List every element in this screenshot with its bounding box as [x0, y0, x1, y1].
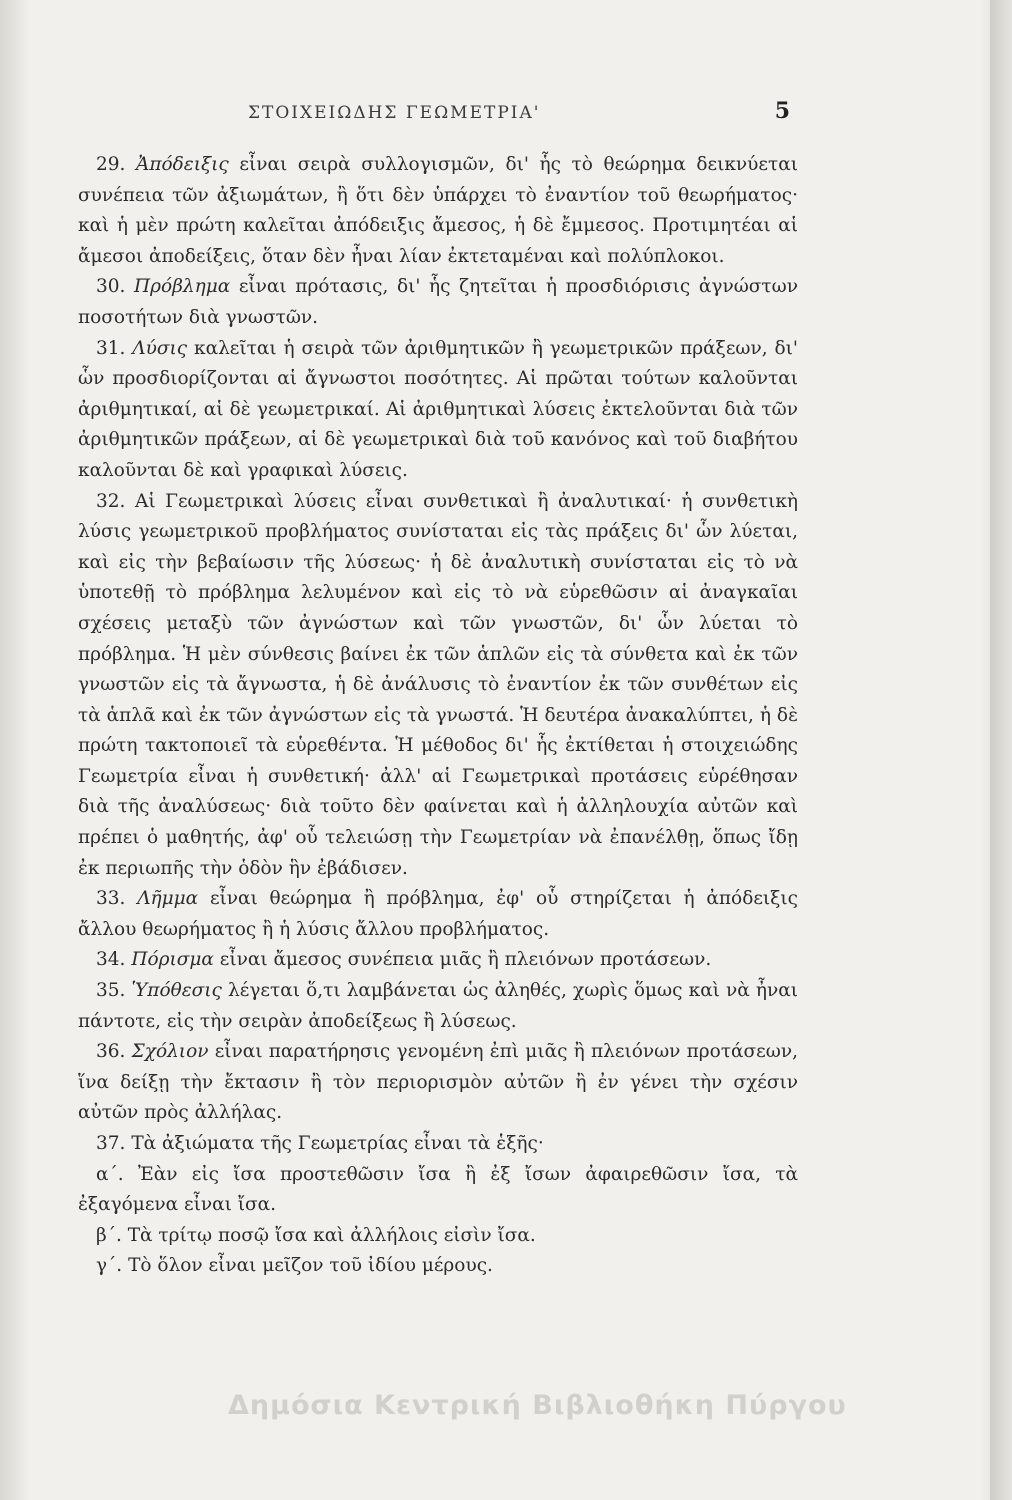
- paragraph-text: εἶναι παρατήρησις γενομένη ἐπὶ μιᾶς ἢ πλειόνων προτάσεων, ἵνα δείξῃ τὴν ἔκτασιν ἢ τὸν περιορισμὸν αὐτῶν ἢ ἐν γένει τὴν σχέσιν αὐτῶν πρὸς ἀλλήλας.: [78, 1041, 798, 1124]
- paragraph-text: καλεῖται ἡ σειρὰ τῶν ἀριθμητικῶν ἢ γεωμετρικῶν πράξεων, δι' ὧν προσδιορίζονται αἱ ἄγνωστοι ποσότητες. Αἱ πρῶται τούτων καλοῦνται ἀριθμητικαί, αἱ δὲ γεωμετρικαί. Αἱ ἀριθμητικαὶ λύσεις ἐκτελοῦνται διὰ τῶν ἀριθμητικῶν πράξεων, αἱ δὲ γεωμετρικαὶ διὰ τοῦ κανόνος καὶ τοῦ διαβήτου καλοῦνται δὲ καὶ γραφικαὶ λύσεις.: [78, 337, 798, 481]
- paragraph-29: [78, 150, 798, 272]
- paragraph-number: 34.: [96, 949, 126, 971]
- page-body: [78, 150, 798, 1282]
- paragraph-text: εἶναι σειρὰ συλλογισμῶν, δι' ἧς τὸ θεώρημα δεικνύεται συνέπεια τῶν ἀξιωμάτων, ἢ ὅτι δὲν ὑπάρχει τὸ ἐναντίον τοῦ θεωρήματος· καὶ ἡ μὲν πρώτη καλεῖται ἀπόδειξις ἄμεσος, ἡ δὲ ἔμμεσος. Προτιμητέαι αἱ ἄμεσοι ἀποδείξεις, ὅταν δὲν ἦναι λίαν ἐκτεταμέναι καὶ πολύπλοκοι.: [78, 154, 798, 267]
- running-title: ΣΤΟΙΧΕΙΩΔΗΣ ΓΕΩΜΕΤΡΙΑ': [248, 103, 541, 123]
- paragraph-35: [78, 976, 798, 1037]
- paragraph-number: 32.: [96, 490, 126, 512]
- axiom-gamma: γ΄. Τὸ ὅλον εἶναι μεῖζον τοῦ ἰδίου μέρους.: [96, 1255, 493, 1277]
- axiom-alpha: α΄. Ἐὰν εἰς ἴσα προστεθῶσιν ἴσα ἢ ἐξ ἴσων ἀφαιρεθῶσιν ἴσα, τὰ ἐξαγόμενα εἶναι ἴσα.: [78, 1163, 798, 1216]
- paragraph-text: εἶναι ἄμεσος συνέπεια μιᾶς ἢ πλειόνων προτάσεων.: [219, 949, 712, 971]
- library-watermark: Δημόσια Κεντρική Βιβλιοθήκη Πύργου: [228, 1390, 847, 1421]
- defined-term: Ὑπόθεσις: [131, 980, 222, 1002]
- paragraph-text: λέγεται ὅ,τι λαμβάνεται ὡς ἀληθές, χωρὶς ὅμως καὶ νὰ ἦναι πάντοτε, εἰς τὴν σειρὰν ἀποδείξεως ἢ λύσεως.: [78, 980, 798, 1032]
- paragraph-number: 37.: [96, 1133, 126, 1154]
- defined-term: Σχόλιον: [131, 1041, 209, 1063]
- paragraph-33: [78, 884, 798, 945]
- paragraph-number: 35.: [96, 980, 126, 1002]
- defined-term: Λῆμμα: [137, 888, 199, 910]
- paragraph-number: 36.: [96, 1041, 126, 1063]
- paragraph-text: Τὰ ἀξιώματα τῆς Γεωμετρίας εἶναι τὰ ἑξῆς·: [131, 1133, 544, 1154]
- paragraph-30: [78, 272, 798, 333]
- page-header: [90, 98, 790, 124]
- paragraph-text: Αἱ Γεωμετρικαὶ λύσεις εἶναι συνθετικαὶ ἢ ἀναλυτικαί· ἡ συνθετικὴ λύσις γεωμετρικοῦ προβλήματος συνίσταται εἰς τὰς πράξεις δι' ὧν λύεται, καὶ εἰς τὴν βεβαίωσιν τῆς λύσεως· ἡ δὲ ἀναλυτικὴ συνίσταται εἰς τὸ νὰ ὑποτεθῇ τὸ πρόβλημα λελυμένον καὶ εἰς τὸ νὰ εὑρεθῶσιν αἱ ἀναγκαῖαι σχέσεις μεταξὺ τῶν ἀγνώστων καὶ τῶν γνωστῶν, δι' ὧν λύεται τὸ πρόβλημα. Ἡ μὲν σύνθεσις βαίνει ἐκ τῶν ἁπλῶν εἰς τὰ σύνθετα καὶ ἐκ τῶν γνωστῶν εἰς τὰ ἄγνωστα, ἡ δὲ ἀνάλυσις τὸ ἐναντίον ἐκ τῶν συνθέτων εἰς τὰ ἁπλᾶ καὶ ἐκ τῶν ἀγνώστων εἰς τὰ γνωστά. Ἡ δευτέρα ἀνακαλύπτει, ἡ δὲ πρώτη τακτοποιεῖ τὰ εὑρεθέντα. Ἡ μέθοδος δι' ἧς ἐκτίθεται ἡ στοιχειώδης Γεωμετρία εἶναι ἡ συνθετική· ἀλλ' αἱ Γεωμετρικαὶ προτάσεις εὑρέθησαν διὰ τῆς ἀναλύσεως· διὰ τοῦτο δὲν φαίνεται καὶ ἡ ἀλληλουχία αὐτῶν καὶ πρέπει ὁ μαθητής, ἀφ' οὗ τελειώσῃ τὴν Γεωμετρίαν νὰ ἐπανέλθῃ, ὅπως ἴδῃ ἐκ περιωπῆς τὴν ὁδὸν ἣν ἐβάδισεν.: [78, 490, 798, 879]
- paragraph-32: [78, 487, 798, 885]
- paragraph-number: 33.: [96, 888, 126, 910]
- paragraph-number: 31.: [96, 337, 126, 359]
- page-number: 5: [774, 98, 790, 124]
- paragraph-34: [78, 945, 798, 976]
- defined-term: Ἀπόδειξις: [136, 154, 229, 175]
- paragraph-text: εἶναι θεώρημα ἢ πρόβλημα, ἐφ' οὗ στηρίζεται ἡ ἀπόδειξις ἄλλου θεωρήματος ἢ ἡ λύσις ἄλλου προβλήματος.: [78, 888, 798, 940]
- defined-term: Λύσις: [132, 337, 188, 359]
- page-binding-edge: [990, 0, 1012, 1500]
- defined-term: Πρόβλημα: [134, 276, 231, 298]
- paragraph-number: 29.: [96, 154, 126, 175]
- paragraph-text: εἶναι πρότασις, δι' ἧς ζητεῖται ἡ προσδιόρισις ἀγνώστων ποσοτήτων διὰ γνωστῶν.: [78, 276, 798, 328]
- paragraph-36: [78, 1037, 798, 1129]
- axiom-beta: β΄. Τὰ τρίτῳ ποσῷ ἴσα καὶ ἀλλήλοις εἰσὶν ἴσα.: [96, 1224, 536, 1246]
- paragraph-37: [78, 1129, 798, 1160]
- paragraph-number: 30.: [96, 276, 126, 298]
- paragraph-31: [78, 334, 798, 487]
- defined-term: Πόρισμα: [131, 949, 214, 971]
